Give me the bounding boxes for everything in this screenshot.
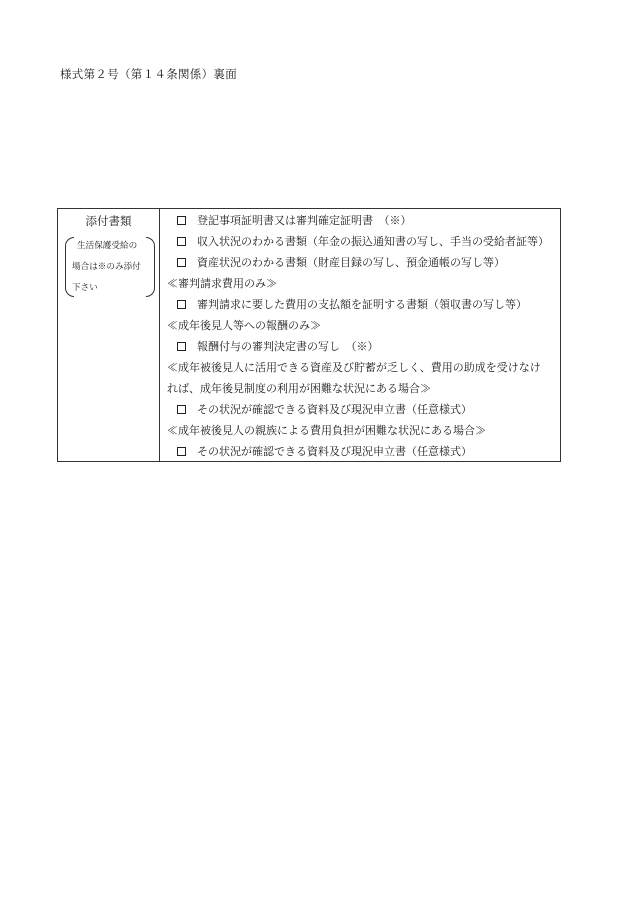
attachment-item bbox=[177, 404, 472, 415]
attachment-item bbox=[177, 446, 472, 457]
section-heading: ≪成年被後見人に活用できる資産及び貯蓄が乏しく、費用の助成を受けなけ bbox=[167, 361, 541, 374]
attachment-item-text: 収入状況のわかる書類（年金の振込通知書の写し、手当の受給者証等） bbox=[197, 235, 549, 248]
attachment-item-text: 資産状況のわかる書類（財産目録の写し、預金通帳の写し等） bbox=[197, 256, 505, 269]
attachment-item bbox=[177, 257, 505, 268]
checkbox[interactable] bbox=[177, 300, 186, 309]
checkbox[interactable] bbox=[177, 342, 186, 351]
checkbox[interactable] bbox=[177, 237, 186, 246]
attachment-heading: 添付書類 bbox=[85, 214, 132, 228]
welfare-note bbox=[65, 237, 155, 297]
attachment-item bbox=[177, 299, 527, 310]
section-heading: ≪成年後見人等への報酬のみ≫ bbox=[167, 319, 321, 332]
welfare-note-line: 生活保護受給の bbox=[77, 241, 138, 251]
attachment-item-text: 審判請求に要した費用の支払額を証明する書類（領収書の写し等） bbox=[197, 298, 527, 311]
attachment-table bbox=[57, 208, 561, 462]
welfare-note-line: 場合は※のみ添付 bbox=[72, 262, 141, 272]
attachment-item-text: 報酬付与の審判決定書の写し （※） bbox=[197, 340, 379, 353]
section-heading: れば、成年後見制度の利用が困難な状況にある場合≫ bbox=[167, 382, 431, 395]
attachment-item-text: その状況が確認できる資料及び現況申立書（任意様式） bbox=[197, 403, 472, 416]
attachment-item-text: 登記事項証明書又は審判確定証明書 （※） bbox=[197, 214, 412, 227]
checkbox[interactable] bbox=[177, 447, 186, 456]
attachment-item bbox=[177, 215, 412, 226]
right-parenthesis bbox=[146, 237, 155, 297]
welfare-note-line: 下さい bbox=[72, 283, 98, 293]
checkbox[interactable] bbox=[177, 405, 186, 414]
form-title: 様式第２号（第１４条関係）裏面 bbox=[60, 67, 237, 81]
attachment-label-cell bbox=[58, 209, 160, 461]
checkbox[interactable] bbox=[177, 216, 186, 225]
attachment-item-text: その状況が確認できる資料及び現況申立書（任意様式） bbox=[197, 445, 472, 458]
section-heading: ≪成年被後見人の親族による費用負担が困難な状況にある場合≫ bbox=[167, 424, 486, 437]
section-heading: ≪審判請求費用のみ≫ bbox=[167, 277, 277, 290]
checkbox[interactable] bbox=[177, 258, 186, 267]
attachment-list-cell bbox=[160, 209, 560, 461]
attachment-item bbox=[177, 236, 549, 247]
attachment-item bbox=[177, 341, 379, 352]
